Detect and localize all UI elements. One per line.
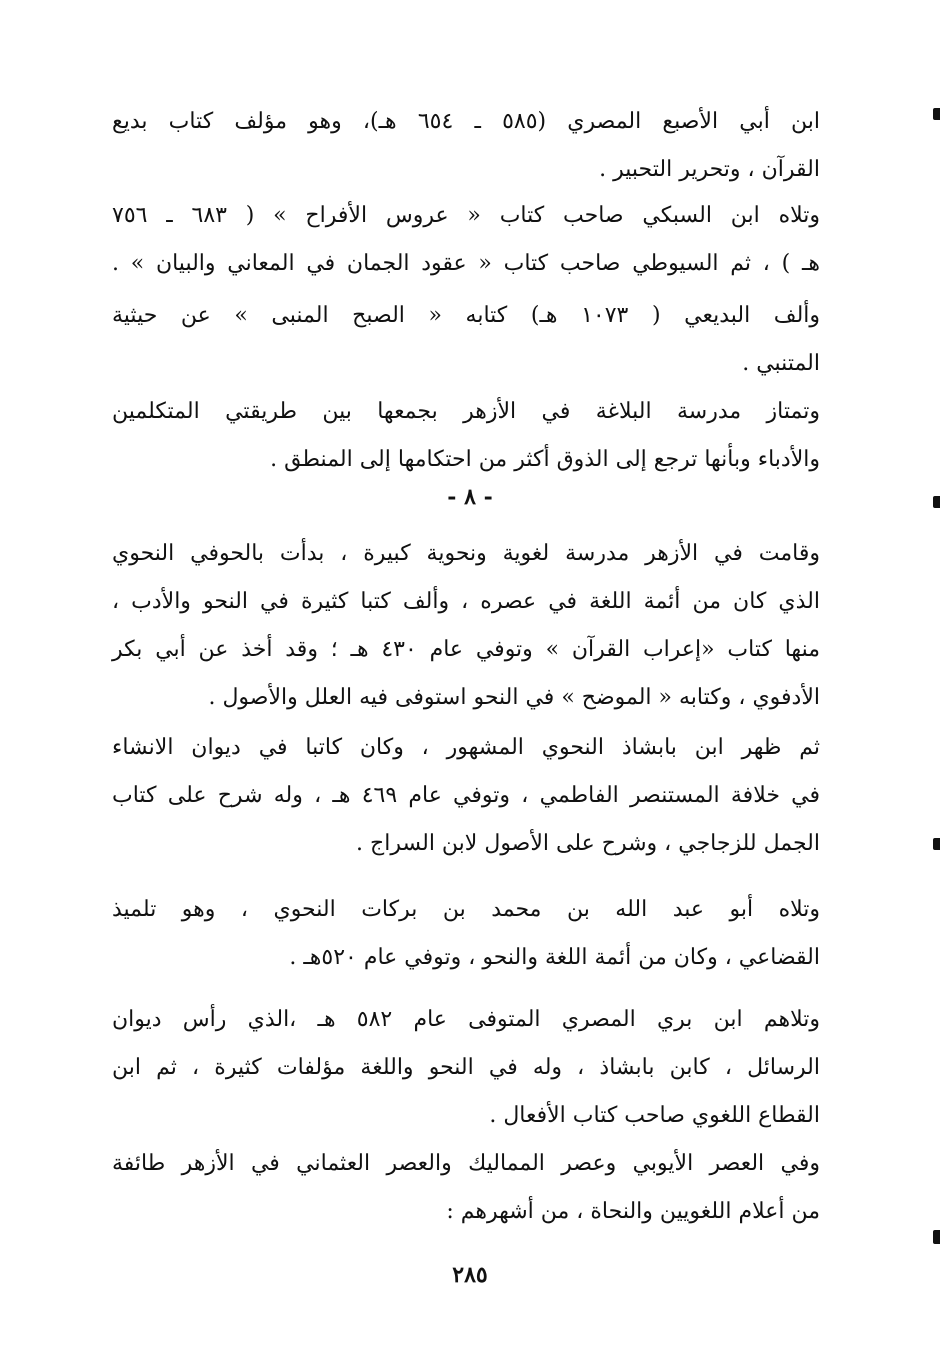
text-line: الرسائل ، كابن بابشاذ ، وله في النحو واللغة مؤلفات كثيرة ، ثم ابن xyxy=(112,1055,820,1080)
text-line: والأدباء وبأنها ترجع إلى الذوق أكثر من احتكامها إلى المنطق . xyxy=(270,447,820,472)
text-line: المتنبي . xyxy=(742,351,820,376)
text-line: الجمل للزجاجي ، وشرح على الأصول لابن السراج . xyxy=(356,831,820,856)
text-line: في خلافة المستنصر الفاطمي ، وتوفي عام ٤٦٩ هـ ، وله شرح على كتاب xyxy=(112,783,821,808)
text-line: هـ ) ، ثم السيوطي صاحب كتاب « عقود الجمان في المعاني والبيان » . xyxy=(112,251,820,276)
binding-mark xyxy=(933,1230,940,1244)
paragraph-4 xyxy=(112,388,820,484)
text-line: وتلاه أبو عبد الله بن محمد بن بركات النحوي ، وهو تلميذ xyxy=(112,897,820,922)
binding-mark xyxy=(933,108,940,120)
text-line: ابن أبي الأصبع المصري (٥٨٥ ـ ٦٥٤ هـ)، وهو مؤلف كتاب بديع xyxy=(112,109,820,134)
text-line: القضاعي ، وكان من أئمة اللغة والنحو ، وتوفي عام ٥٢٠هـ . xyxy=(289,945,820,970)
paragraph-2 xyxy=(112,192,820,288)
text-line: وتلاهم ابن بري المصري المتوفى عام ٥٨٢ هـ ،الذي رأس ديوان xyxy=(112,1007,820,1032)
text-line: القطاع اللغوي صاحب كتاب الأفعال . xyxy=(489,1103,820,1128)
paragraph-1 xyxy=(112,98,820,194)
text-line: منها كتاب «إعراب القرآن » وتوفي عام ٤٣٠ هـ ؛ وقد أخذ عن أبي بكر xyxy=(112,637,820,662)
text-line: وتلاه ابن السبكي صاحب كتاب « عروس الأفراح » ( ٦٨٣ ـ ٧٥٦ xyxy=(112,203,820,228)
paragraph-9 xyxy=(112,1140,820,1236)
text-line: ثم ظهر ابن بابشاذ النحوي المشهور ، وكان كاتبا في ديوان الانشاء xyxy=(112,735,820,760)
text-line: الذي كان من أئمة اللغة في عصره ، وألف كتبا كثيرة في النحو والأدب ، xyxy=(112,589,820,614)
paragraph-3 xyxy=(112,292,820,388)
paragraph-7 xyxy=(112,886,820,982)
paragraph-5 xyxy=(112,530,820,722)
text-line: وتمتاز مدرسة البلاغة في الأزهر بجمعها بين طريقتي المتكلمين xyxy=(112,399,820,424)
binding-mark xyxy=(933,496,940,508)
text-line: وقامت في الأزهر مدرسة لغوية ونحوية كبيرة ، بدأت بالحوفي النحوي xyxy=(112,541,820,566)
text-line: وألف البديعي ( ١٠٧٣ هـ) كتابه « الصبح المنبى » عن حيثية xyxy=(112,303,821,328)
paragraph-6 xyxy=(112,724,820,868)
text-line: القرآن ، وتحرير التحبير . xyxy=(599,157,820,182)
text-line: من أعلام اللغويين والنحاة ، من أشهرهم : xyxy=(446,1199,820,1224)
binding-mark xyxy=(933,838,940,850)
text-line: الأدفوي ، وكتابه « الموضح » في النحو استوفى فيه العلل والأصول . xyxy=(208,685,820,710)
paragraph-8 xyxy=(112,996,820,1140)
text-line: وفي العصر الأيوبي وعصر المماليك والعصر العثماني في الأزهر طائفة xyxy=(112,1151,820,1176)
page-number: ٢٨٥ xyxy=(452,1262,488,1288)
section-marker: - ٨ - xyxy=(447,484,493,510)
